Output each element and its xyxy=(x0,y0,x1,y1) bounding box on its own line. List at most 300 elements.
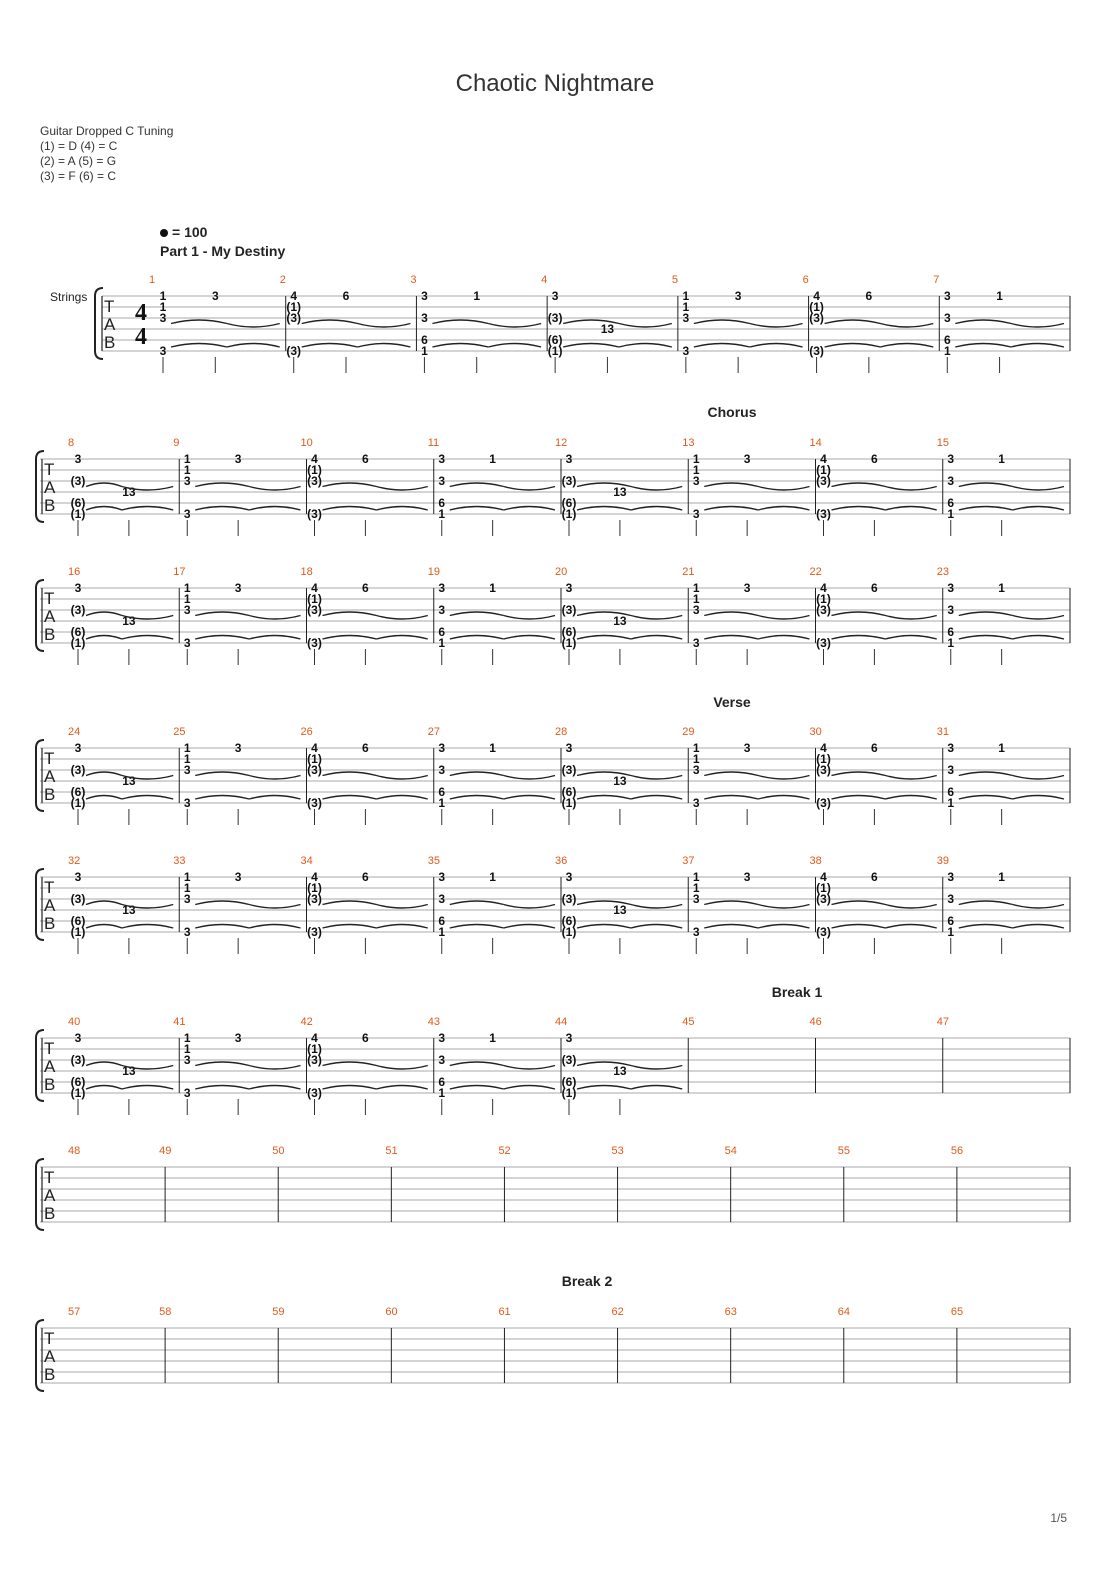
tie-curve xyxy=(86,636,122,640)
tie-curve xyxy=(504,796,555,800)
fret-number: 3 xyxy=(183,763,191,777)
tie-curve xyxy=(577,636,631,640)
tie-curve xyxy=(323,507,377,511)
fret-number: (3) xyxy=(816,474,831,488)
tie-curve xyxy=(195,772,249,776)
tie-curve xyxy=(195,1086,249,1090)
tie-curve xyxy=(631,616,682,620)
fret-number: 1 xyxy=(692,592,700,606)
fret-number: (3) xyxy=(547,311,563,325)
fret-number: 4 xyxy=(311,452,318,466)
fret-number: (1) xyxy=(307,463,322,477)
measure-number: 51 xyxy=(385,1145,398,1157)
tie-curve xyxy=(694,320,750,324)
fret-number: 3 xyxy=(74,741,82,755)
measure-number: 46 xyxy=(809,1016,822,1028)
fret-number: 3 xyxy=(565,452,573,466)
tie-curve xyxy=(86,507,122,511)
tie-curve xyxy=(249,776,300,780)
fret-number: (6) xyxy=(561,1075,577,1089)
fret-number: 1 xyxy=(998,452,1005,466)
tie-curve xyxy=(195,507,249,511)
measure-number: 55 xyxy=(837,1145,851,1157)
tie-curve xyxy=(1013,796,1064,800)
fret-number: 1 xyxy=(183,752,191,766)
fret-number: 6 xyxy=(438,914,446,928)
fret-number: 3 xyxy=(183,925,191,939)
tab-letter: A xyxy=(44,896,56,915)
measure-number: 33 xyxy=(173,855,186,867)
tie-curve xyxy=(376,616,427,620)
fret-number: (3) xyxy=(307,474,322,488)
fret-number: (3) xyxy=(70,1053,86,1067)
measure-number: 61 xyxy=(498,1306,511,1318)
fret-number: 3 xyxy=(947,474,955,488)
measure-number: 54 xyxy=(724,1145,737,1157)
fret-number: 3 xyxy=(743,581,751,595)
measure-number: 22 xyxy=(809,566,822,578)
system-bracket xyxy=(36,580,44,651)
fret-number: 3 xyxy=(183,636,191,650)
fret-number: 1 xyxy=(438,796,446,810)
fret-number: 6 xyxy=(947,496,955,510)
tie-curve xyxy=(450,636,504,640)
fret-number: (1) xyxy=(561,796,577,810)
fret-number: 1 xyxy=(183,881,191,895)
fret-number: 3 xyxy=(234,1031,242,1045)
measure-number: 44 xyxy=(555,1016,568,1028)
score-title: Chaotic Nightmare xyxy=(455,70,655,97)
fret-number: 1 xyxy=(489,741,496,755)
fret-number: 1 xyxy=(692,881,700,895)
measure-number: 8 xyxy=(68,437,75,449)
tie-curve xyxy=(885,905,936,909)
tie-curve xyxy=(1013,925,1064,929)
fret-number: 1 xyxy=(682,300,690,314)
fret-number: 6 xyxy=(438,1075,446,1089)
fret-number: 13 xyxy=(122,1064,136,1078)
measure-number: 3 xyxy=(410,274,417,286)
fret-number: 3 xyxy=(74,452,82,466)
tie-curve xyxy=(694,344,750,348)
tab-letter: B xyxy=(44,496,56,515)
tab-letter: T xyxy=(44,460,55,479)
fret-number: 1 xyxy=(998,581,1005,595)
tuning-line: (1) = D (4) = C xyxy=(40,139,118,153)
fret-number: (6) xyxy=(561,914,577,928)
tie-curve xyxy=(832,796,886,800)
measure-number: 31 xyxy=(936,726,949,738)
tie-curve xyxy=(122,1086,173,1090)
fret-number: (6) xyxy=(70,1075,86,1089)
tie-curve xyxy=(704,483,758,487)
measure-number: 19 xyxy=(427,566,440,578)
tie-curve xyxy=(195,796,249,800)
tie-curve xyxy=(86,1086,122,1090)
fret-number: 3 xyxy=(159,344,167,358)
tie-curve xyxy=(227,344,280,348)
tie-curve xyxy=(1013,507,1064,511)
fret-number: 1 xyxy=(183,1042,191,1056)
fret-number: (6) xyxy=(561,785,577,799)
fret-number: (1) xyxy=(307,1042,322,1056)
tie-curve xyxy=(323,483,377,487)
fret-number: 13 xyxy=(613,485,627,499)
fret-number: 3 xyxy=(565,581,573,595)
fret-number: 1 xyxy=(998,870,1005,884)
measure-number: 64 xyxy=(837,1306,851,1318)
tie-curve xyxy=(504,1086,555,1090)
tie-curve xyxy=(631,776,682,780)
tie-curve xyxy=(758,776,809,780)
fret-number: 1 xyxy=(692,870,700,884)
fret-number: (1) xyxy=(816,752,831,766)
tie-curve xyxy=(432,320,488,324)
measure-number: 4 xyxy=(541,274,548,286)
fret-number: 1 xyxy=(183,452,191,466)
measure-number: 38 xyxy=(809,855,822,867)
fret-number: (3) xyxy=(286,311,302,325)
measure-number: 39 xyxy=(936,855,949,867)
tie-curve xyxy=(758,796,809,800)
system-bracket xyxy=(36,1030,44,1101)
fret-number: (1) xyxy=(307,752,322,766)
tie-curve xyxy=(86,483,122,487)
fret-number: 3 xyxy=(943,289,951,303)
measure-number: 21 xyxy=(682,566,695,578)
measure-number: 11 xyxy=(427,437,440,449)
fret-number: (3) xyxy=(816,603,831,617)
fret-number: 3 xyxy=(947,870,955,884)
tie-curve xyxy=(832,612,886,616)
tie-curve xyxy=(832,901,886,905)
tab-letter: B xyxy=(44,1204,56,1223)
fret-number: (3) xyxy=(809,344,824,358)
measure-number: 63 xyxy=(724,1306,737,1318)
measure-number: 59 xyxy=(272,1306,285,1318)
measure-number: 52 xyxy=(498,1145,511,1157)
measure-number: 28 xyxy=(555,726,568,738)
fret-number: (3) xyxy=(307,636,322,650)
tie-curve xyxy=(955,344,1011,348)
measure-number: 23 xyxy=(936,566,949,578)
tie-curve xyxy=(323,1086,377,1090)
measure-number: 13 xyxy=(682,437,695,449)
tie-curve xyxy=(704,796,758,800)
measure-number: 5 xyxy=(671,274,678,286)
tie-curve xyxy=(619,324,672,328)
fret-number: (3) xyxy=(816,763,831,777)
tie-curve xyxy=(885,616,936,620)
tie-curve xyxy=(825,320,881,324)
fret-number: (3) xyxy=(70,763,86,777)
tie-curve xyxy=(488,324,541,328)
tie-curve xyxy=(832,507,886,511)
tie-curve xyxy=(959,507,1013,511)
fret-number: 3 xyxy=(947,581,955,595)
measure-number: 35 xyxy=(427,855,440,867)
fret-number: (3) xyxy=(70,474,86,488)
tie-curve xyxy=(122,925,173,929)
fret-number: 3 xyxy=(438,1031,446,1045)
fret-number: (3) xyxy=(816,507,831,521)
tab-letter: B xyxy=(104,333,116,352)
tie-curve xyxy=(1011,324,1064,328)
fret-number: 1 xyxy=(183,870,191,884)
fret-number: 1 xyxy=(489,581,496,595)
fret-number: 1 xyxy=(947,636,955,650)
system-bracket xyxy=(36,1159,44,1230)
measure-number: 60 xyxy=(385,1306,398,1318)
tab-letter: T xyxy=(104,297,115,316)
fret-number: (1) xyxy=(816,463,831,477)
fret-number: 3 xyxy=(74,870,82,884)
fret-number: (3) xyxy=(816,892,831,906)
measure-number: 27 xyxy=(427,726,440,738)
fret-number: 1 xyxy=(183,581,191,595)
tie-curve xyxy=(750,324,803,328)
fret-number: 1 xyxy=(159,300,167,314)
tie-curve xyxy=(376,925,427,929)
tie-curve xyxy=(704,901,758,905)
tie-curve xyxy=(86,925,122,929)
tuning-heading: Guitar Dropped C Tuning xyxy=(40,124,174,138)
tie-curve xyxy=(1013,776,1064,780)
tie-curve xyxy=(758,616,809,620)
fret-number: (3) xyxy=(816,796,831,810)
tie-curve xyxy=(86,901,122,905)
tie-curve xyxy=(1013,905,1064,909)
fret-number: 3 xyxy=(565,741,573,755)
measure-number: 47 xyxy=(936,1016,949,1028)
fret-number: 3 xyxy=(183,1086,191,1100)
tie-curve xyxy=(122,796,173,800)
fret-number: 1 xyxy=(996,289,1003,303)
fret-number: 1 xyxy=(438,1086,446,1100)
fret-number: (1) xyxy=(70,796,86,810)
fret-number: (6) xyxy=(70,496,86,510)
fret-number: (3) xyxy=(307,796,322,810)
fret-number: 13 xyxy=(600,322,615,336)
tie-curve xyxy=(249,796,300,800)
tie-curve xyxy=(171,344,227,348)
tie-curve xyxy=(758,487,809,491)
measure-number: 42 xyxy=(300,1016,313,1028)
part-label: Part 1 - My Destiny xyxy=(160,243,286,259)
tie-curve xyxy=(323,1062,377,1066)
system-bracket xyxy=(36,1320,44,1391)
fret-number: 6 xyxy=(947,625,955,639)
tie-curve xyxy=(86,796,122,800)
fret-number: 3 xyxy=(692,763,700,777)
fret-number: 3 xyxy=(692,925,700,939)
measure-number: 43 xyxy=(427,1016,440,1028)
fret-number: 3 xyxy=(438,603,446,617)
section-break-2: Break 2 xyxy=(561,1273,613,1289)
tie-curve xyxy=(249,925,300,929)
fret-number: (3) xyxy=(307,763,322,777)
measure-number: 14 xyxy=(809,437,822,449)
fret-number: (3) xyxy=(70,892,86,906)
tie-curve xyxy=(450,925,504,929)
tab-letter: B xyxy=(44,625,56,644)
fret-number: (1) xyxy=(70,636,86,650)
tie-curve xyxy=(704,925,758,929)
tab-letter: A xyxy=(44,1057,56,1076)
tie-curve xyxy=(302,320,358,324)
fret-number: (1) xyxy=(70,507,86,521)
measure-number: 7 xyxy=(933,274,940,286)
fret-number: (6) xyxy=(561,496,577,510)
measure-number: 1 xyxy=(149,274,156,286)
fret-number: 13 xyxy=(122,614,136,628)
tab-letter: T xyxy=(44,1168,55,1187)
tie-curve xyxy=(631,636,682,640)
tie-curve xyxy=(376,905,427,909)
fret-number: 13 xyxy=(613,774,627,788)
fret-number: 1 xyxy=(438,925,446,939)
fret-number: 3 xyxy=(438,452,446,466)
fret-number: 3 xyxy=(682,344,690,358)
fret-number: (3) xyxy=(307,603,322,617)
tie-curve xyxy=(631,487,682,491)
fret-number: (6) xyxy=(70,625,86,639)
tie-curve xyxy=(302,344,358,348)
tie-curve xyxy=(195,901,249,905)
tie-curve xyxy=(249,905,300,909)
measure-number: 45 xyxy=(682,1016,695,1028)
tie-curve xyxy=(880,344,933,348)
tie-curve xyxy=(358,344,411,348)
fret-number: 3 xyxy=(692,796,700,810)
tie-curve xyxy=(323,636,377,640)
tie-curve xyxy=(959,796,1013,800)
tie-curve xyxy=(450,507,504,511)
measure-number: 48 xyxy=(68,1145,81,1157)
measure-number: 53 xyxy=(611,1145,624,1157)
tie-curve xyxy=(1013,616,1064,620)
tab-letter: B xyxy=(44,1365,56,1384)
fret-number: 1 xyxy=(473,289,481,303)
measure-number: 9 xyxy=(173,437,180,449)
fret-number: 1 xyxy=(489,870,496,884)
tie-curve xyxy=(227,324,280,328)
measure-number: 41 xyxy=(173,1016,186,1028)
tie-curve xyxy=(758,507,809,511)
fret-number: 3 xyxy=(74,1031,82,1045)
fret-number: (1) xyxy=(286,300,302,314)
tie-curve xyxy=(1013,636,1064,640)
fret-number: (3) xyxy=(286,344,302,358)
fret-number: (1) xyxy=(816,881,831,895)
tie-curve xyxy=(959,901,1013,905)
fret-number: 3 xyxy=(438,763,446,777)
time-signature-bottom: 4 xyxy=(135,324,147,350)
fret-number: 1 xyxy=(489,1031,496,1045)
tie-curve xyxy=(832,925,886,929)
fret-number: 3 xyxy=(682,311,690,325)
fret-number: 13 xyxy=(613,903,627,917)
measure-number: 62 xyxy=(611,1306,624,1318)
fret-number: 3 xyxy=(159,311,167,325)
tie-curve xyxy=(750,344,803,348)
tie-curve xyxy=(631,1066,682,1070)
fret-number: (3) xyxy=(307,1053,322,1067)
tab-letter: A xyxy=(44,478,56,497)
measure-number: 10 xyxy=(300,437,313,449)
fret-number: 6 xyxy=(871,452,878,466)
tie-curve xyxy=(323,772,377,776)
fret-number: 13 xyxy=(613,614,627,628)
fret-number: (1) xyxy=(816,592,831,606)
fret-number: 6 xyxy=(362,870,369,884)
tie-curve xyxy=(504,507,555,511)
fret-number: 3 xyxy=(692,507,700,521)
tie-curve xyxy=(323,612,377,616)
tie-curve xyxy=(122,636,173,640)
tuning-line: (3) = F (6) = C xyxy=(40,169,117,183)
tie-curve xyxy=(832,772,886,776)
fret-number: 13 xyxy=(122,774,136,788)
fret-number: 13 xyxy=(613,1064,627,1078)
fret-number: (6) xyxy=(547,333,563,347)
fret-number: 6 xyxy=(438,496,446,510)
fret-number: (1) xyxy=(70,1086,86,1100)
tie-curve xyxy=(504,1066,555,1070)
tab-letter: T xyxy=(44,749,55,768)
tie-curve xyxy=(577,925,631,929)
fret-number: 6 xyxy=(362,581,369,595)
fret-number: 3 xyxy=(183,474,191,488)
tab-letter: A xyxy=(44,1347,56,1366)
tie-curve xyxy=(376,1086,427,1090)
tie-curve xyxy=(825,344,881,348)
tie-curve xyxy=(631,507,682,511)
tie-curve xyxy=(195,483,249,487)
fret-number: 3 xyxy=(734,289,742,303)
tie-curve xyxy=(504,636,555,640)
fret-number: 4 xyxy=(820,452,827,466)
tab-letter: A xyxy=(44,767,56,786)
tie-curve xyxy=(249,636,300,640)
fret-number: 6 xyxy=(943,333,951,347)
tie-curve xyxy=(86,772,122,776)
fret-number: 3 xyxy=(438,474,446,488)
section-break-1: Break 1 xyxy=(771,984,823,1000)
measure-number: 37 xyxy=(682,855,695,867)
fret-number: 1 xyxy=(421,344,428,358)
tie-curve xyxy=(758,905,809,909)
fret-number: 4 xyxy=(311,870,318,884)
tie-curve xyxy=(195,612,249,616)
fret-number: 4 xyxy=(813,289,820,303)
tie-curve xyxy=(358,324,411,328)
tie-curve xyxy=(704,772,758,776)
fret-number: (1) xyxy=(70,925,86,939)
tie-curve xyxy=(195,1062,249,1066)
time-signature-top: 4 xyxy=(135,300,147,326)
fret-number: (3) xyxy=(307,1086,322,1100)
tie-curve xyxy=(249,1066,300,1070)
tie-curve xyxy=(195,636,249,640)
tie-curve xyxy=(450,772,504,776)
tie-curve xyxy=(450,483,504,487)
fret-number: 6 xyxy=(871,581,878,595)
tie-curve xyxy=(450,901,504,905)
measure-number: 30 xyxy=(809,726,822,738)
fret-number: (3) xyxy=(70,603,86,617)
fret-number: (1) xyxy=(561,507,577,521)
